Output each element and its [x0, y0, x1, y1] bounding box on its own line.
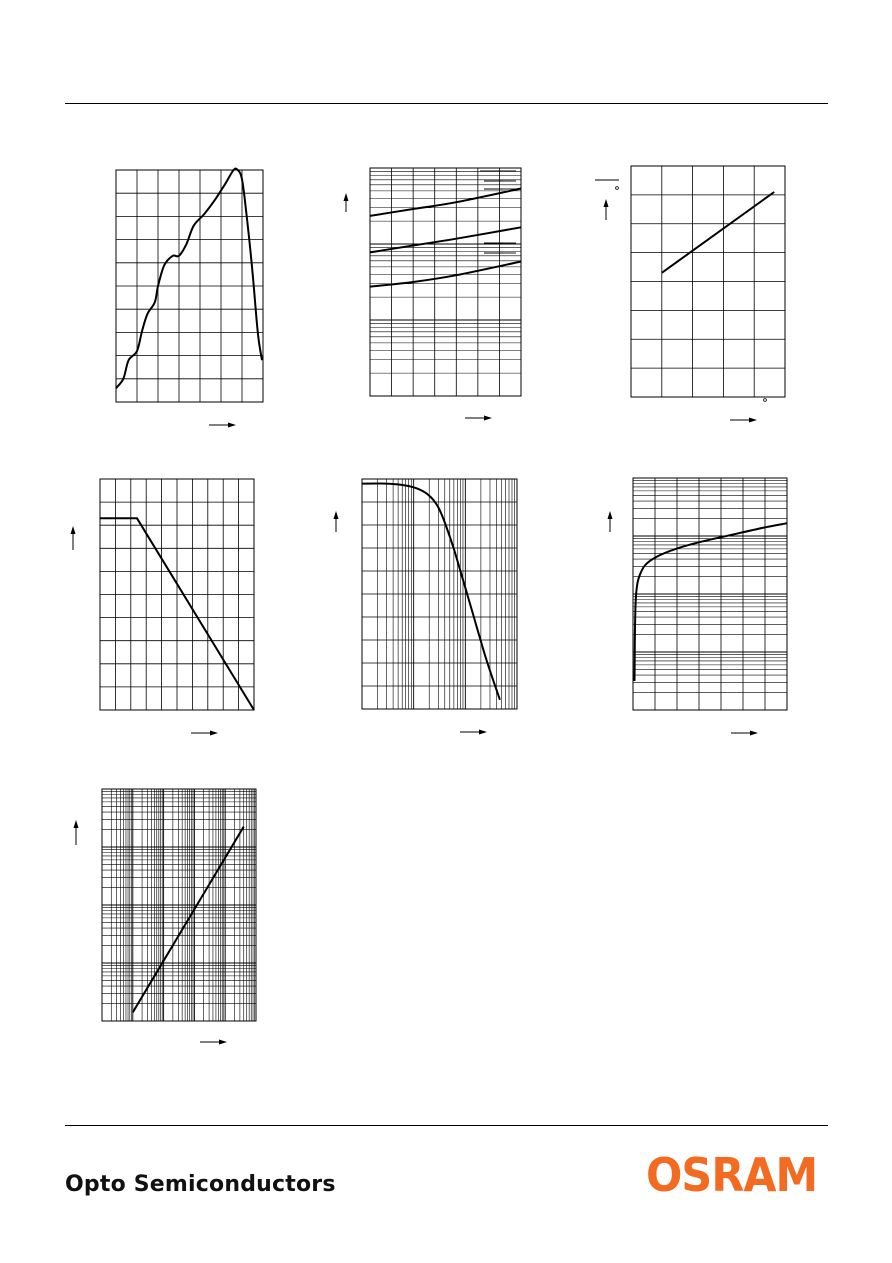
series-line-upper: [370, 189, 521, 216]
series-line-curve: [362, 484, 500, 700]
degree-mark: [616, 187, 619, 190]
y-axis-arrow-head: [344, 193, 349, 201]
y-axis-arrow-head: [604, 199, 609, 207]
series-line-line: [662, 192, 774, 273]
y-axis-arrow-head: [71, 526, 76, 534]
chart-forward-characteristic: [608, 478, 788, 736]
x-axis-arrow-head: [228, 423, 236, 428]
series-line-line: [133, 827, 244, 1013]
y-axis-arrow-head: [608, 511, 613, 519]
chart-relative-spectral-emission: [116, 169, 263, 428]
y-axis-arrow-head: [334, 511, 339, 519]
series-line-middle: [370, 227, 521, 252]
footer-rule: [65, 1125, 828, 1126]
series-line-curve: [116, 169, 262, 389]
y-axis-arrow-head: [74, 820, 79, 828]
osram-logo: OSRAM: [646, 1148, 818, 1202]
degree-mark: [764, 399, 767, 402]
chart-log-log-linear: [74, 789, 257, 1045]
x-axis-arrow-head: [219, 1040, 227, 1045]
x-axis-arrow-head: [479, 730, 487, 735]
chart-current-derating: [71, 479, 255, 736]
company-name: Opto Semiconductors: [65, 1172, 336, 1197]
x-axis-arrow-head: [749, 418, 757, 423]
chart-three-curve-log: [344, 168, 522, 421]
chart-frame: [370, 168, 521, 396]
x-axis-arrow-head: [210, 731, 218, 736]
chart-linear-rising: [595, 166, 785, 423]
x-axis-arrow-head: [484, 416, 492, 421]
chart-pulse-handling: [334, 479, 518, 735]
x-axis-arrow-head: [750, 731, 758, 736]
